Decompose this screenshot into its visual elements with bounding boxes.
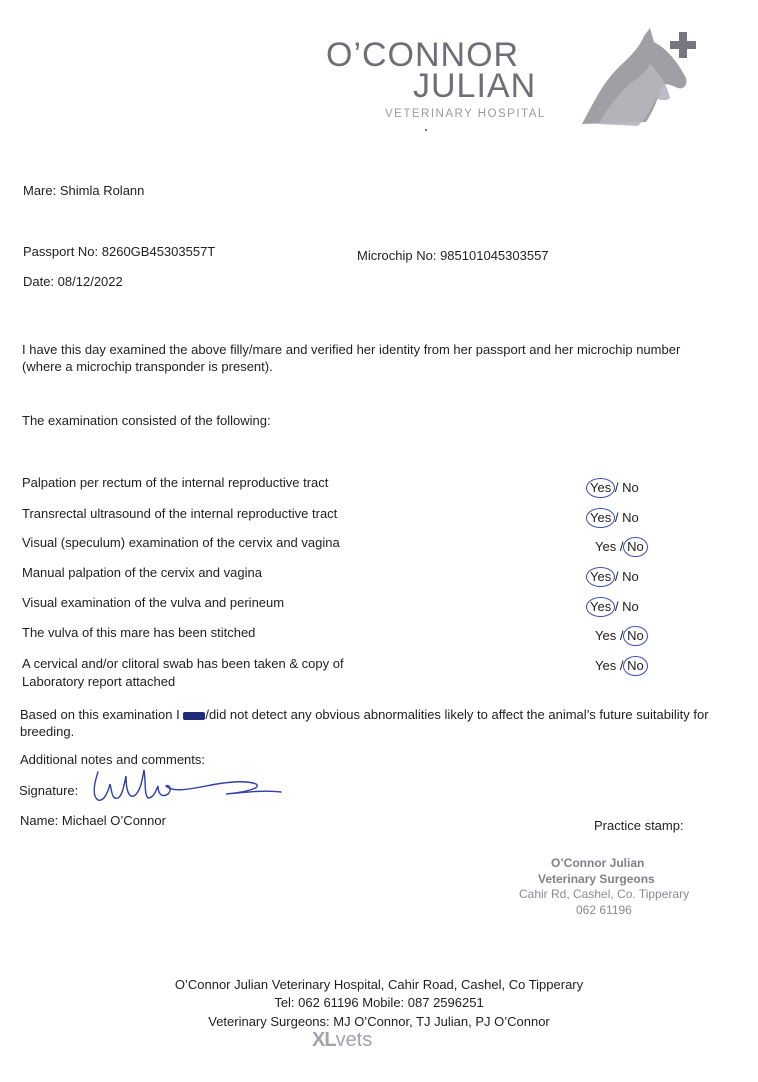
practice-stamp-label: Practice stamp: <box>594 818 684 833</box>
yes-option: Yes <box>595 628 617 643</box>
exam-heading: The examination consisted of the following: <box>22 413 271 428</box>
conclusion-paragraph <box>20 706 720 740</box>
no-option: No <box>622 480 639 495</box>
conclusion-start: Based on this examination I <box>20 707 180 722</box>
xlvets-logo-vets: vets <box>335 1029 373 1051</box>
no-option: No <box>622 599 639 614</box>
yes-circled: Yes <box>590 510 612 525</box>
footer-address: O’Connor Julian Veterinary Hospital, Cahir Road, Cashel, Co Tipperary <box>174 977 584 992</box>
intro-paragraph: I have this day examined the above filly/mare and verified her identity from her passport and her microchip number (where a microchip transponder is present). <box>22 342 681 374</box>
yes-circled: Yes <box>590 599 612 614</box>
mare-name: Mare: Shimla Rolann <box>23 183 145 198</box>
no-option: No <box>622 569 639 584</box>
stamp-line-2: Veterinary Surgeons <box>538 872 655 886</box>
name-line: Name: Michael O’Connor <box>20 813 166 828</box>
no-circled: No <box>627 539 644 554</box>
yes-option: Yes <box>595 658 617 673</box>
xlvets-logo <box>312 1029 372 1052</box>
logo-title-line1: O’CONNOR <box>326 36 520 74</box>
exam-item-label: A cervical and/or clitoral swab has been taken & copy of Laboratory report attached <box>22 656 344 689</box>
no-option: No <box>622 510 639 525</box>
stamp-line-1: O’Connor Julian <box>551 856 645 870</box>
horse-logo-icon <box>574 22 710 132</box>
exam-item-answer: Yes / No <box>595 658 644 673</box>
logo-subtitle: VETERINARY HOSPITAL <box>385 108 546 120</box>
stamp-line-4: 062 61196 <box>576 903 632 917</box>
handwritten-signature <box>86 762 286 810</box>
exam-item-label: Transrectal ultrasound of the internal reproductive tract <box>22 506 338 521</box>
exam-item-label: Visual (speculum) examination of the cervix and vagina <box>22 535 340 550</box>
conclusion-end: /did not detect any obvious abnormalities likely to affect the animal’s future suitability for breeding. <box>20 707 709 739</box>
decorative-dot <box>425 129 427 131</box>
yes-circled: Yes <box>590 480 612 495</box>
exam-date: Date: 08/12/2022 <box>23 274 123 289</box>
exam-item-label: Manual palpation of the cervix and vagina <box>22 565 262 580</box>
exam-item-answer: Yes / No <box>590 569 639 584</box>
exam-item-answer: Yes / No <box>590 510 639 525</box>
stamp-line-3: Cahir Rd, Cashel, Co. Tipperary <box>519 887 690 901</box>
exam-item-answer: Yes / No <box>595 628 644 643</box>
exam-item-answer: Yes / No <box>595 539 644 554</box>
footer-phones: Tel: 062 61196 Mobile: 087 2596251 <box>274 995 484 1010</box>
logo-title-line2: JULIAN <box>413 67 537 105</box>
no-circled: No <box>627 628 644 643</box>
signature-label: Signature: <box>19 783 79 798</box>
exam-item-answer: Yes / No <box>590 599 639 614</box>
redacted-word <box>183 712 205 720</box>
yes-option: Yes <box>595 539 617 554</box>
notes-label: Additional notes and comments: <box>20 752 205 767</box>
microchip-number: Microchip No: 985101045303557 <box>357 248 549 263</box>
no-circled: No <box>627 658 644 673</box>
exam-item-label: Visual examination of the vulva and perineum <box>22 595 285 610</box>
exam-item-answer: Yes / No <box>590 480 639 495</box>
exam-item-label: Palpation per rectum of the internal reproductive tract <box>22 475 329 490</box>
exam-item-label: The vulva of this mare has been stitched <box>22 625 256 640</box>
yes-circled: Yes <box>590 569 612 584</box>
passport-number: Passport No: 8260GB45303557T <box>23 244 216 259</box>
xlvets-logo-xl: XL <box>312 1029 336 1051</box>
footer-surgeons: Veterinary Surgeons: MJ O’Connor, TJ Julian, PJ O’Connor <box>208 1014 550 1029</box>
